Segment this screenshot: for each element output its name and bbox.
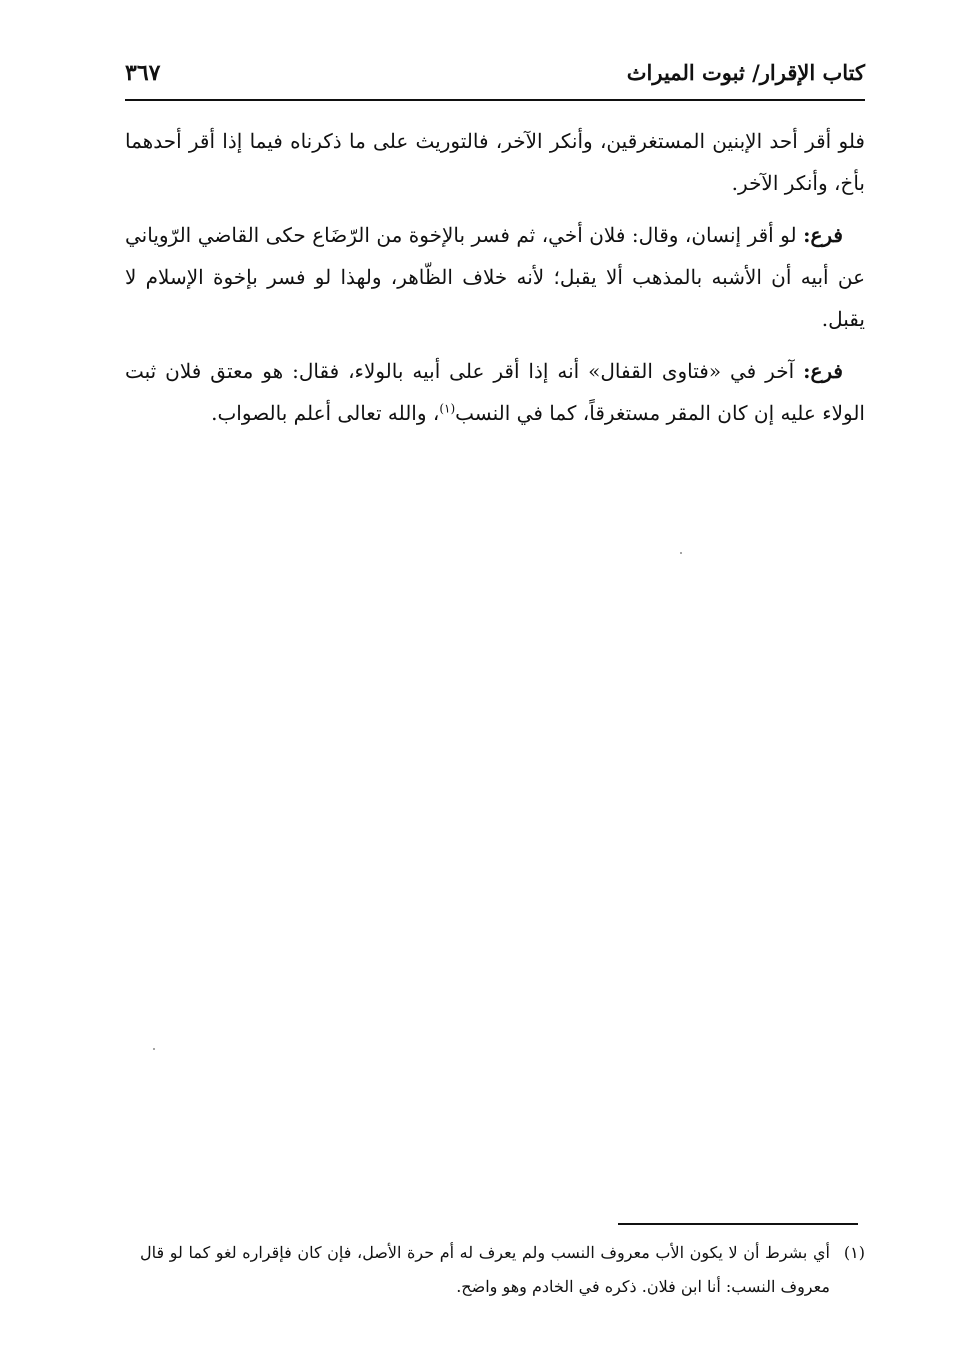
paragraph-1 xyxy=(125,120,865,204)
running-header-title: كتاب الإقرار/ ثبوت الميراث xyxy=(626,60,865,85)
paragraph-2 xyxy=(125,214,865,340)
footnote-rule xyxy=(618,1223,858,1225)
page-number: ٣٦٧ xyxy=(125,60,161,86)
paragraph-3-text-after-ref: ، والله تعالى أعلم بالصواب. xyxy=(211,401,440,425)
footnote-text: أي بشرط أن لا يكون الأب معروف النسب ولم يعرف له أم حرة الأصل، فإن كان فإقراره لغو كما لو قال معروف النسب: أنا ابن فلان. ذكره في الخادم وهو واضح. xyxy=(140,1243,830,1296)
running-header xyxy=(125,56,865,100)
paragraph-2-lead: فرع: xyxy=(803,223,843,247)
header-rule xyxy=(125,99,865,101)
paragraph-3-text-before-ref: آخر في «فتاوى القفال» أنه إذا أقر على أبيه بالولاء، فقال: هو معتق فلان ثبت الولاء عليه إن كان المقر مستغرقاً، كما في النسب xyxy=(125,359,865,425)
paragraph-3-lead: فرع: xyxy=(803,359,843,383)
footnotes xyxy=(140,1236,865,1304)
paragraph-2-text: لو أقر إنسان، وقال: فلان أخي، ثم فسر بالإخوة من الرّضَاع حكى القاضي الرّوياني عن أبيه أن الأشبه بالمذهب ألا يقبل؛ لأنه خلاف الظّاهر، ولهذا لو فسر بإخوة الإسلام لا يقبل. xyxy=(125,223,865,331)
main-text xyxy=(125,120,865,444)
footnote-marker: (١) xyxy=(843,1243,865,1262)
footnote-item xyxy=(140,1236,865,1304)
paragraph-3 xyxy=(125,350,865,434)
scan-speck xyxy=(153,1048,155,1050)
footnote-reference: (١) xyxy=(439,401,456,416)
scan-speck xyxy=(680,552,682,554)
paragraph-1-text: فلو أقر أحد الإبنين المستغرقين، وأنكر الآخر، فالتوريث على ما ذكرناه فيما إذا أقر أحدهما بأخ، وأنكر الآخر. xyxy=(125,129,865,195)
